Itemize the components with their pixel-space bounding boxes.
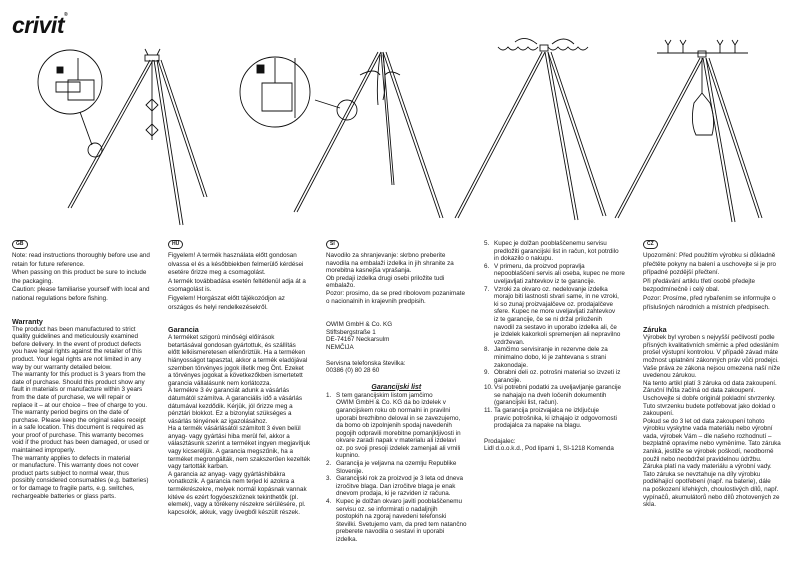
- text-line: Vaše práva ze zákona nejsou omezena naší níže: [643, 364, 781, 372]
- text-line: purchase. Please keep the original sales receipt: [12, 416, 146, 424]
- text-line: případné pozdější přečtení.: [643, 269, 720, 277]
- text-line: anyag- vagy gyártási hiba merül fel, akkor a: [168, 432, 290, 440]
- warranty-list-item: [326, 392, 467, 460]
- text-line: servisu oz. se informirati o nadaljnjih: [336, 505, 438, 513]
- list-number: 5.: [484, 240, 490, 247]
- text-line: vzdrževan.: [494, 338, 525, 346]
- text-line: national regulations before fishing.: [12, 294, 108, 302]
- text-line: S tem garancijskim listom jamčimo: [336, 391, 433, 399]
- text-line: NEMČIJA: [326, 343, 354, 351]
- text-line: Záruka platí na vady materiálu a výrobní vady.: [643, 463, 772, 471]
- language-badge: HU: [168, 240, 183, 249]
- text-line: je izdelek kakorkoli spremenjen ali nepravilno: [494, 331, 621, 339]
- text-line: kupnino.: [336, 452, 360, 460]
- text-line: DE-74167 Neckarsulm: [326, 336, 390, 344]
- text-line: Kupec je dolžan pooblaščenemu servisu: [494, 240, 607, 247]
- text-line: The warranty period begins on the date of: [12, 409, 129, 417]
- text-line: replace it – at our choice – free of charge to you.: [12, 401, 148, 409]
- text-line: zakonodaje.: [494, 361, 528, 369]
- warranty-heading: Garancijski list: [371, 383, 422, 391]
- logo-text: crivit: [12, 12, 64, 38]
- text-line: garancijskem roku ob normalni in pravilni: [336, 406, 451, 414]
- text-line: possibly considered consumables (e.g. batteries): [12, 477, 149, 485]
- list-number: 2.: [326, 460, 332, 468]
- warranty-list-item: [484, 286, 625, 347]
- text-line: Slovenije.: [336, 467, 364, 475]
- text-line: Vsi potrebni podatki za uveljavljanje garancije: [494, 384, 622, 392]
- text-line: pravic potrošnika, ki izhajajo iz odgovornosti: [494, 414, 617, 422]
- text-line: številki. Svetujemo vam, da pred tem natančno: [336, 520, 467, 528]
- text-line: Při předávání artiklu třetí osobě předejte: [643, 277, 756, 285]
- text-line: bezpodmínečně i celý obal.: [643, 286, 720, 294]
- text-line: embalažo.: [326, 282, 356, 290]
- text-line: Pozor: prosimo, da se pred ribolovom pozanimate: [326, 289, 465, 297]
- text-line: Upozornění: Před použitím výrobku si důkladně: [643, 252, 776, 259]
- list-number: 1.: [326, 391, 332, 399]
- text-line: The warranty applies to defects in material: [12, 454, 131, 462]
- warranty-list-item: [484, 384, 625, 407]
- text-line: dnevom prodaja, ki je razviden iz računa.: [336, 490, 451, 498]
- text-line: A terméket szigorú minőségi előírások: [168, 334, 275, 342]
- text-line: Záruční lhůta začíná od data zakoupení.: [643, 387, 756, 395]
- language-badge: GB: [12, 240, 28, 249]
- text-line: Kupec je dolžan okvaro javiti pooblaščenemu: [336, 498, 463, 506]
- text-line: morajo biti lastnosti stvari same, in ne vzroki,: [494, 293, 619, 301]
- text-line: Na tento artikl platí 3 záruka od data zakoupení.: [643, 379, 777, 387]
- text-line: izročitve blaga. Dan izročitve blaga je enak: [336, 482, 456, 490]
- text-line: Obrabni deli oz. potrošni material so izvzeti iz: [494, 369, 621, 377]
- tripod-illustration-3: [455, 38, 606, 220]
- text-line: termékrészekre, melyek normál kopásnak vannak: [168, 486, 307, 494]
- text-line: Ha a termék vásárlásától számított 3 éven belül: [168, 425, 301, 433]
- text-line: izdelka.: [336, 536, 358, 543]
- warranty-heading: Warranty: [12, 316, 43, 326]
- section-gb: [12, 238, 150, 500]
- text-line: rechargeable batteries or glass parts.: [12, 492, 116, 500]
- text-line: dátumától számítva. A garanciális idő a vásárlás: [168, 394, 303, 402]
- text-line: product parts subject to normal wear, thus: [12, 469, 129, 477]
- warranty-list-item: [326, 498, 467, 544]
- text-line: Ta garancija proizvajalca ne izključuje: [494, 407, 600, 415]
- text-line: olvassa el és a későbbiekben felmerülő kérdései: [168, 260, 304, 268]
- text-line: ki so zunaj proizvajalčeve oz. prodajalčeve: [494, 300, 614, 308]
- text-line: Lidl d.o.o.k.d., Pod lipami 1, SI-1218 Komenda: [484, 445, 614, 453]
- list-item-text: [494, 263, 625, 286]
- list-number: 8.: [484, 346, 490, 354]
- section-si-continued: [484, 240, 625, 453]
- text-line: a törvényes jogokat a következőkben ismertetett: [168, 372, 303, 380]
- text-line: in dokazilo o nakupu.: [494, 255, 554, 263]
- text-line: Figyelem! Horgászat előtt tájékozódjon az: [168, 294, 285, 302]
- text-line: příslušných národních a místních předpisech.: [643, 303, 770, 311]
- list-item-text: [494, 240, 619, 263]
- text-line: přísných kvalitativních směrnic a před odesláním: [643, 341, 779, 349]
- warranty-list-item: [326, 475, 467, 498]
- warranty-text: [168, 334, 310, 516]
- text-line: zaniká, jestliže se výrobek poškodí, neodborně: [643, 448, 774, 456]
- text-line: the packaging.: [12, 277, 53, 285]
- text-line: V primeru, da proizvod popravlja: [494, 262, 585, 270]
- text-line: dátumával kezdődik. Kérjük, jól őrizze meg a: [168, 402, 293, 410]
- text-line: na poškození křehkých, choulostivých dílů, např.: [643, 486, 779, 494]
- text-line: Pokud se do 3 let od data zakoupení tohoto: [643, 417, 765, 425]
- text-line: Vzroki za okvaro oz. nedelovanje izdelka: [494, 285, 608, 293]
- text-line: Pozor: Prosíme, před rybařením se informujte o: [643, 294, 776, 302]
- text-line: from the date of purchase, we will repair or: [12, 393, 131, 401]
- intro-notice: [12, 252, 150, 304]
- text-line: A termék továbbadása esetén feltétlenül adja át a: [168, 277, 306, 285]
- text-line: Prodajalec:: [484, 437, 516, 445]
- text-line: betartásával gondosan gyártottuk, és szállítás: [168, 341, 296, 349]
- text-line: oz. po svoji presoji izdelek zamenjali ali vrnili: [336, 444, 461, 452]
- list-item-text: [336, 392, 461, 460]
- text-line: 00386 (0) 80 28 60: [326, 367, 380, 375]
- text-line: fault in materials or manufacture within 3 years: [12, 386, 143, 394]
- service-phone: [326, 360, 467, 375]
- text-line: your proof of purchase. This warranty becomes: [12, 431, 144, 439]
- text-line: vásárlás tényének az igazolásához.: [168, 417, 268, 425]
- text-line: prošel výstupní kontrolou. V případě závad máte: [643, 349, 779, 357]
- text-line: A termékre 3 év garanciát adunk a vásárlás: [168, 387, 290, 395]
- text-line: zakoupení.: [643, 410, 674, 418]
- text-line: výrobku vyskytne vada materiálu nebo výrobní: [643, 425, 773, 433]
- text-line: elemek), vagy a törékeny részekre sérülésére, pl.: [168, 501, 306, 509]
- language-badge: SI: [326, 240, 339, 249]
- text-line: bezplatně opravíme nebo vyměníme. Tato záruka: [643, 440, 781, 448]
- text-line: iz te garancije, če se ni držal priloženih: [494, 315, 603, 323]
- text-line: szemben törvényes jogok illetik meg Önt. Ezeket: [168, 364, 304, 372]
- text-line: Výrobek byl vyroben s nejvyšší pečlivostí podle: [643, 334, 775, 342]
- list-item-text: [494, 369, 620, 384]
- text-line: retain for future reference.: [12, 260, 85, 268]
- text-line: možnost uplatnění zákonných práv vůči prodejci.: [643, 356, 779, 364]
- text-line: before delivery. In the event of product defects: [12, 340, 142, 348]
- text-line: pogojih odpravili morebitne pomanjkljivosti in: [336, 429, 461, 437]
- text-line: in a safe location. This document is required as: [12, 424, 144, 432]
- section-hu: [168, 238, 310, 516]
- text-line: postopkih na zgoraj navedeni telefonski: [336, 513, 447, 521]
- text-line: nepooblaščeni servis ali oseba, kupec ne more: [494, 270, 625, 278]
- seller-info: [484, 438, 625, 453]
- text-line: Uschovejte si dobře originál pokladní stvrzenky.: [643, 394, 776, 402]
- text-line: you have legal rights against the retailer of this: [12, 348, 142, 356]
- text-line: Garancija je veljavna na ozemlju Republike: [336, 460, 457, 468]
- text-line: vagy kicseréljük. A garancia megszűnik, ha a: [168, 448, 293, 456]
- list-number: 3.: [326, 475, 332, 483]
- text-line: terméket megrongálták, nem szakszerűen kezelték: [168, 455, 311, 463]
- text-line: uvedenou zárukou.: [643, 372, 697, 380]
- text-line: Caution: please familiarise yourself with local and: [12, 286, 150, 294]
- warranty-list-item: [326, 460, 467, 475]
- text-line: Servisna telefonska številka:: [326, 359, 406, 367]
- logo-registered-mark: ®: [63, 12, 68, 18]
- intro-notice: [326, 252, 467, 305]
- text-line: kitéve és ezért fogyóeszköznek tekinthetők (pl.: [168, 493, 299, 501]
- text-line: way by our warranty detailed below.: [12, 363, 112, 371]
- text-line: void if the product has been damaged, or used or: [12, 439, 150, 447]
- warranty-list-item: [484, 346, 625, 369]
- text-line: vada, výrobek Vám – dle našeho rozhodnutí –: [643, 432, 772, 440]
- warranty-text: [12, 326, 150, 501]
- text-line: Tuto stvrzenku budete potřebovat jako doklad o: [643, 402, 776, 410]
- warranty-heading: Záruka: [643, 325, 667, 335]
- manufacturer-address: [326, 321, 467, 351]
- text-line: (garancijski list, račun).: [494, 399, 559, 407]
- text-line: date of purchase. Should this product show any: [12, 378, 145, 386]
- text-line: uveljavljati zahtevkov iz te garancije.: [494, 277, 596, 285]
- text-line: Garancijski rok za proizvod je 3 leta od dneva: [336, 475, 464, 483]
- language-badge: CZ: [643, 240, 658, 249]
- section-cz: [643, 238, 781, 509]
- text-line: esetére őrizze meg a csomagolást.: [168, 269, 266, 277]
- text-line: kapcsolók, akkuk, vagy üvegből készült részek.: [168, 508, 300, 516]
- intro-notice: [168, 252, 310, 312]
- text-line: Tato záruka se nevztahuje na díly výrobku: [643, 470, 761, 478]
- text-line: The warranty for this product is 3 years from the: [12, 371, 146, 379]
- list-item-text: [494, 384, 621, 407]
- text-line: The product has been manufactured to strict: [12, 325, 136, 333]
- text-line: preberete navodila o sestavi in uporabi: [336, 528, 445, 536]
- list-item-text: [494, 286, 620, 347]
- text-line: predložiti garancijski list in račun, kot potrdilo: [494, 247, 619, 255]
- tripod-illustration-2: [240, 52, 443, 218]
- warranty-heading: Garancia: [168, 325, 199, 335]
- text-line: Navodilo za shranjevanje: skrbno preberite: [326, 252, 446, 259]
- text-line: se nahajajo na dveh ločenih dokumentih: [494, 391, 607, 399]
- text-line: skla.: [643, 501, 656, 509]
- list-item-text: [494, 407, 617, 430]
- list-number: 10.: [484, 384, 493, 392]
- text-line: okvare zaradi napak v materialu ali izdelavi: [336, 437, 457, 445]
- text-line: garancia vállalásunk nem korlátozza.: [168, 379, 272, 387]
- text-line: vypínačů, akumulátorů nebo dílů zhotovených ze: [643, 493, 780, 501]
- text-line: vonatkozik. A garancia nem terjed ki azokra a: [168, 478, 295, 486]
- warranty-text: [643, 334, 781, 509]
- list-item-text: [336, 475, 463, 498]
- text-line: OWIM GmbH & Co. KG da bo izdelek v: [336, 399, 446, 407]
- section-si: [326, 238, 467, 544]
- text-line: sfere. Kupec ne more uveljavljati zahtevkov: [494, 308, 616, 316]
- text-line: or for damage to fragile parts, e.g. switches,: [12, 485, 135, 493]
- warranty-list-item: [484, 240, 625, 263]
- text-line: A garancia az anyag- vagy gyártáshibákra: [168, 470, 286, 478]
- hanging-bag: [692, 58, 713, 135]
- text-line: csomagolást is.: [168, 286, 212, 294]
- text-line: vagy tartották karban.: [168, 463, 229, 471]
- text-line: Note: read instructions thoroughly before use and: [12, 252, 150, 259]
- text-line: uporabi brezhibno deloval in se zavezujemo,: [336, 414, 461, 422]
- text-line: morebitna kasnejša vprašanja.: [326, 267, 412, 275]
- text-line: minimalno dobo, ki je zahtevana s strani: [494, 353, 607, 361]
- text-line: přečtěte pokyny na balení a uschovejte si je pro: [643, 260, 777, 268]
- warranty-list-item: [484, 263, 625, 286]
- text-line: or manufacture. This warranty does not cover: [12, 462, 139, 470]
- text-line: Stiftsbergstraße 1: [326, 328, 376, 336]
- text-line: product. Your legal rights are not limited in any: [12, 355, 142, 363]
- text-line: Ob predaji izdelka drugi osebi priložite tudi: [326, 274, 445, 282]
- intro-notice: [643, 252, 781, 312]
- list-number: 7.: [484, 285, 490, 293]
- text-line: Jamčimo servisiranje in rezervne dele za: [494, 346, 608, 354]
- list-number: 4.: [326, 498, 332, 506]
- text-line: da bomo ob izpolnjenih spodaj navedenih: [336, 422, 452, 430]
- text-line: választásunk szerint a terméket ingyen megjavítjuk: [168, 440, 311, 448]
- text-line: Figyelem! A termék használata előtt gondosan: [168, 252, 297, 259]
- warranty-list-item: [484, 369, 625, 384]
- text-line: podléhající opotřebení (např. na baterie), dále: [643, 478, 771, 486]
- tripod-illustration-4: [615, 40, 762, 222]
- text-line: navodila na embalaži izdelka in jih shranite za: [326, 259, 454, 267]
- assembly-illustrations: [0, 0, 802, 235]
- text-line: o nacionalnih in krajevnih predpisih.: [326, 297, 426, 305]
- list-number: 11.: [484, 407, 493, 415]
- text-line: quality guidelines and meticulously examined: [12, 333, 139, 341]
- text-line: előtt lelkiismeretesen ellenőriztük. Ha a terméken: [168, 349, 306, 357]
- text-line: použil nebo neobdržel pravidelnou údržbu.: [643, 455, 762, 463]
- list-item-text: [336, 498, 467, 544]
- text-line: navodil za sestavo in uporabo izdelka ali, če: [494, 323, 617, 331]
- tripod-illustration-1: [38, 49, 207, 225]
- text-line: OWIM GmbH & Co. KG: [326, 321, 393, 329]
- list-item-text: [336, 460, 456, 475]
- text-line: hiányosságot tapasztal, akkor a termék eladójával: [168, 356, 308, 364]
- text-line: When passing on this product be sure to include: [12, 269, 147, 277]
- warranty-list-item: [484, 407, 625, 430]
- text-line: országos és helyi rendelkezésekről.: [168, 303, 268, 311]
- list-number: 9.: [484, 369, 490, 377]
- text-line: pénztári blokkot. Ez a bizonylat szükséges a: [168, 410, 292, 418]
- list-number: 6.: [484, 262, 490, 270]
- text-line: prodajalca za napake na blagu.: [494, 422, 582, 430]
- text-line: garancije.: [494, 376, 522, 384]
- text-line: maintained improperly.: [12, 447, 76, 455]
- list-item-text: [494, 346, 608, 369]
